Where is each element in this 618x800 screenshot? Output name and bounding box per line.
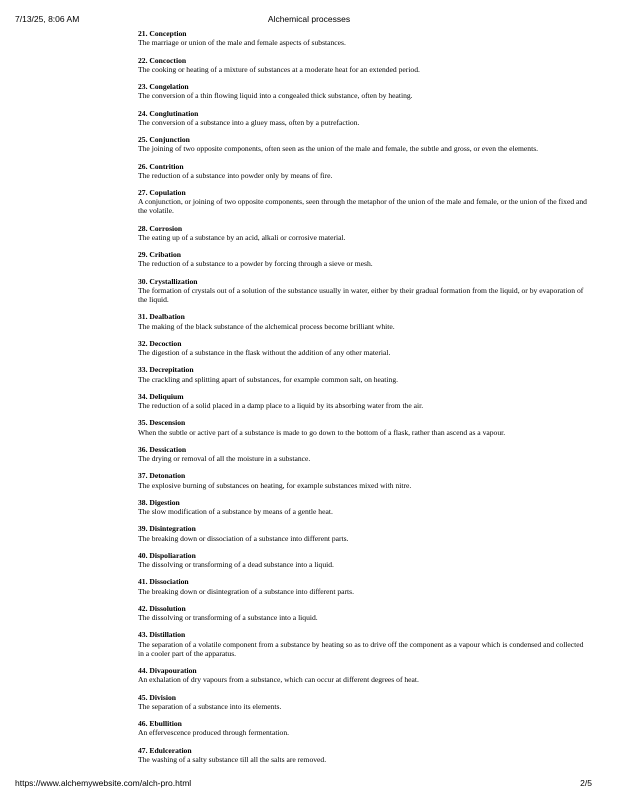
entry-definition: The drying or removal of all the moisture in a substance. bbox=[138, 454, 311, 464]
entry-definition: The breaking down or disintegration of a substance into different parts. bbox=[138, 586, 355, 596]
glossary-entry bbox=[138, 666, 588, 684]
entry-definition: An exhalation of dry vapours from a substance, which can occur at different degrees of heat. bbox=[138, 675, 419, 685]
page-url: https://www.alchemywebsite.com/alch-pro.html bbox=[15, 778, 192, 788]
entry-definition: The dissolving or transforming of a dead substance into a liquid. bbox=[138, 560, 334, 570]
entry-term: 36. Dessication bbox=[138, 444, 187, 454]
entry-term: 34. Deliquium bbox=[138, 391, 184, 401]
entry-definition: The separation of a substance into its elements. bbox=[138, 701, 282, 711]
entry-term: 27. Copulation bbox=[138, 188, 186, 197]
entry-definition: When the subtle or active part of a substance is made to go down to the bottom of a flask, rather than ascend as a vapour. bbox=[138, 427, 506, 437]
entry-definition: The washing of a salty substance till all the salts are removed. bbox=[138, 754, 327, 764]
entry-term: 40. Dispoliaration bbox=[138, 550, 196, 560]
glossary-entry bbox=[138, 339, 588, 357]
page-number: 2/5 bbox=[580, 778, 592, 788]
glossary-entry bbox=[138, 250, 588, 268]
entry-term: 31. Dealbation bbox=[138, 312, 185, 322]
glossary-entry bbox=[138, 746, 588, 764]
entry-definition: The eating up of a substance by an acid, alkali or corrosive material. bbox=[138, 232, 346, 242]
entry-term: 41. Dissociation bbox=[138, 577, 189, 587]
entry-term: 47. Edulceration bbox=[138, 745, 192, 755]
entry-term: 38. Digestion bbox=[138, 497, 180, 507]
entry-term: 21. Conception bbox=[138, 29, 187, 38]
entry-term: 44. Divapouration bbox=[138, 666, 197, 676]
entry-definition: The explosive burning of substances on heating, for example substances mixed with nitre. bbox=[138, 480, 412, 490]
entry-term: 37. Detonation bbox=[138, 471, 186, 481]
entry-definition: The making of the black substance of the alchemical process become brilliant white. bbox=[138, 321, 395, 331]
entry-definition: The joining of two opposite components, often seen as the union of the male and female, the subtle and gross, or even the elements. bbox=[138, 144, 539, 154]
entry-definition: The conversion of a substance into a gluey mass, often by a putrefaction. bbox=[138, 117, 360, 127]
entry-definition: The slow modification of a substance by means of a gentle heat. bbox=[138, 507, 333, 517]
print-footer bbox=[0, 778, 618, 790]
glossary-entry bbox=[138, 445, 588, 463]
glossary-entry bbox=[138, 524, 588, 542]
glossary-entry bbox=[138, 392, 588, 410]
glossary-list bbox=[138, 29, 588, 772]
entry-term: 32. Decoction bbox=[138, 338, 182, 348]
entry-term: 30. Crystallization bbox=[138, 276, 198, 286]
entry-definition: The cooking or heating of a mixture of substances at a moderate heat for an extended period. bbox=[138, 64, 420, 74]
entry-term: 29. Cribation bbox=[138, 250, 182, 260]
entry-definition: An effervescence produced through fermentation. bbox=[138, 728, 290, 738]
glossary-entry bbox=[138, 630, 588, 658]
glossary-entry bbox=[138, 365, 588, 383]
glossary-entry bbox=[138, 109, 588, 127]
entry-definition: The reduction of a substance into powder only by means of fire. bbox=[138, 170, 333, 180]
entry-definition: The reduction of a substance to a powder by forcing through a sieve or mesh. bbox=[138, 259, 373, 269]
glossary-entry bbox=[138, 312, 588, 330]
entry-definition: The separation of a volatile component from a substance by heating so as to drive off the component as a vapour which is condensed and collected in a cooler part of the apparatus. bbox=[138, 639, 584, 658]
entry-term: 26. Contrition bbox=[138, 161, 184, 171]
glossary-entry bbox=[138, 82, 588, 100]
glossary-entry bbox=[138, 418, 588, 436]
entry-definition: The digestion of a substance in the flask without the addition of any other material. bbox=[138, 348, 391, 358]
entry-term: 46. Ebullition bbox=[138, 719, 182, 729]
entry-term: 22. Concoction bbox=[138, 55, 187, 65]
glossary-entry bbox=[138, 188, 588, 216]
entry-definition: The breaking down or dissociation of a substance into different parts. bbox=[138, 533, 349, 543]
glossary-entry bbox=[138, 29, 588, 47]
entry-term: 23. Congelation bbox=[138, 82, 189, 91]
glossary-entry bbox=[138, 135, 588, 153]
page-title: Alchemical processes bbox=[267, 14, 351, 24]
glossary-entry bbox=[138, 471, 588, 489]
entry-definition: The dissolving or transforming of a substance into a liquid. bbox=[138, 613, 318, 623]
glossary-entry bbox=[138, 719, 588, 737]
glossary-entry bbox=[138, 162, 588, 180]
glossary-entry bbox=[138, 277, 588, 305]
glossary-entry bbox=[138, 551, 588, 569]
print-header bbox=[0, 14, 618, 26]
entry-term: 35. Descension bbox=[138, 418, 186, 428]
print-datetime: 7/13/25, 8:06 AM bbox=[15, 14, 80, 24]
entry-definition: The marriage or union of the male and female aspects of substances. bbox=[138, 38, 346, 48]
entry-term: 45. Division bbox=[138, 692, 176, 702]
glossary-entry bbox=[138, 577, 588, 595]
glossary-entry bbox=[138, 693, 588, 711]
glossary-entry bbox=[138, 498, 588, 516]
entry-term: 43. Distillation bbox=[138, 630, 186, 640]
entry-definition: The crackling and splitting apart of substances, for example common salt, on heating. bbox=[138, 374, 399, 384]
entry-term: 25. Conjunction bbox=[138, 135, 190, 144]
glossary-entry bbox=[138, 224, 588, 242]
entry-definition: The formation of crystals out of a solution of the substance usually in water, either by their gradual formation from the liquid, or by evaporation of the liquid. bbox=[138, 285, 584, 305]
entry-term: 24. Conglutination bbox=[138, 108, 199, 118]
entry-term: 33. Decrepitation bbox=[138, 365, 194, 375]
glossary-entry bbox=[138, 604, 588, 622]
glossary-entry bbox=[138, 56, 588, 74]
entry-definition: The reduction of a solid placed in a damp place to a liquid by its absorbing water from the air. bbox=[138, 401, 424, 411]
entry-term: 39. Disintegration bbox=[138, 524, 196, 534]
entry-term: 28. Corrosion bbox=[138, 223, 183, 233]
entry-term: 42. Dissolution bbox=[138, 603, 186, 613]
entry-definition: The conversion of a thin flowing liquid into a congealed thick substance, often by heating. bbox=[138, 91, 413, 101]
entry-definition: A conjunction, or joining of two opposite components, seen through the metaphor of the union of the male and female, or the union of the fixed and the volatile. bbox=[138, 197, 587, 216]
